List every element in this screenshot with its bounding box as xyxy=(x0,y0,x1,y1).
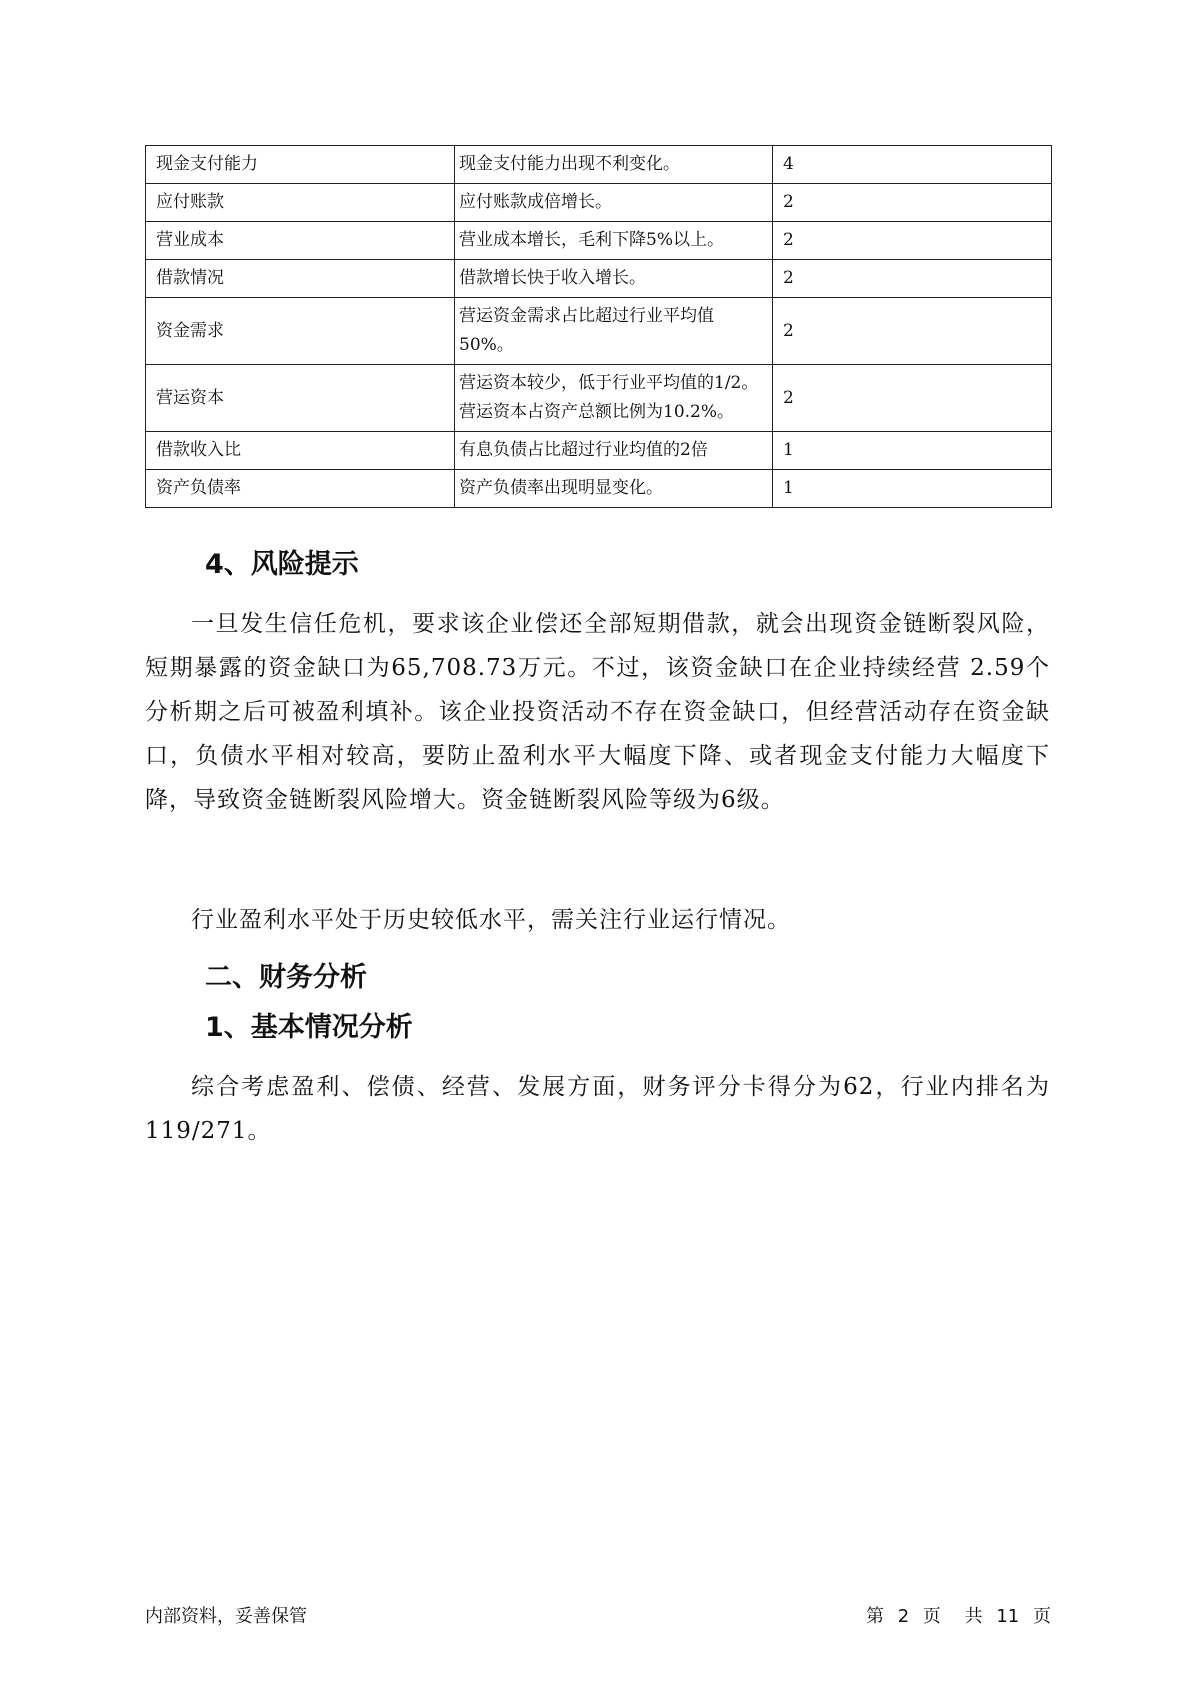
indicator-cell: 现金支付能力 xyxy=(146,146,455,184)
page-suffix: 页 xyxy=(922,1606,941,1627)
score-cell: 4 xyxy=(773,146,1052,184)
score-cell: 2 xyxy=(773,222,1052,260)
description-cell: 现金支付能力出现不利变化。 xyxy=(455,146,773,184)
total-prefix: 共 xyxy=(964,1606,983,1627)
industry-note-paragraph: 行业盈利水平处于历史较低水平，需关注行业运行情况。 xyxy=(191,907,791,933)
table-row xyxy=(146,222,1052,260)
financial-analysis-heading: 二、财务分析 xyxy=(205,962,367,993)
score-cell: 2 xyxy=(773,260,1052,298)
score-cell: 2 xyxy=(773,365,1052,432)
table-row xyxy=(146,184,1052,222)
indicator-cell: 借款情况 xyxy=(146,260,455,298)
page-number xyxy=(858,1602,1051,1628)
score-cell: 2 xyxy=(773,184,1052,222)
description-cell: 营运资金需求占比超过行业平均值50%。 xyxy=(455,298,773,365)
description-cell: 资产负债率出现明显变化。 xyxy=(455,470,773,508)
score-cell: 1 xyxy=(773,470,1052,508)
description-cell: 借款增长快于收入增长。 xyxy=(455,260,773,298)
indicator-cell: 资金需求 xyxy=(146,298,455,365)
risk-alert-heading: 4、风险提示 xyxy=(205,549,359,580)
description-cell: 应付账款成倍增长。 xyxy=(455,184,773,222)
score-cell: 2 xyxy=(773,298,1052,365)
risk-indicator-table xyxy=(145,145,1052,508)
indicator-cell: 营业成本 xyxy=(146,222,455,260)
table-row xyxy=(146,146,1052,184)
table-row xyxy=(146,432,1052,470)
description-cell: 营运资本较少，低于行业平均值的1/2。营运资本占资产总额比例为10.2%。 xyxy=(455,365,773,432)
description-cell: 营业成本增长，毛利下降5%以上。 xyxy=(455,222,773,260)
indicator-cell: 资产负债率 xyxy=(146,470,455,508)
table-row xyxy=(146,260,1052,298)
page-prefix: 第 xyxy=(865,1606,884,1627)
basic-analysis-paragraph: 综合考虑盈利、偿债、经营、发展方面，财务评分卡得分为62，行业内排名为119/271。 xyxy=(145,1074,1050,1144)
indicator-cell: 借款收入比 xyxy=(146,432,455,470)
table-row xyxy=(146,470,1052,508)
total-suffix: 页 xyxy=(1033,1606,1051,1627)
description-cell: 有息负债占比超过行业均值的2倍 xyxy=(455,432,773,470)
basic-analysis-heading: 1、基本情况分析 xyxy=(205,1012,413,1043)
indicator-cell: 营运资本 xyxy=(146,365,455,432)
page-current: 2 xyxy=(897,1606,910,1627)
table-row xyxy=(146,365,1052,432)
confidential-note: 内部资料，妥善保管 xyxy=(145,1606,307,1627)
page-total: 11 xyxy=(996,1606,1020,1627)
risk-alert-paragraph: 一旦发生信任危机，要求该企业偿还全部短期借款，就会出现资金链断裂风险，短期暴露的资金缺口为65,708.73万元。不过，该资金缺口在企业持续经营 2.59个分析期之后可被盈利填补。该企业投资活动不存在资金缺口，但经营活动存在资金缺口，负债水平相对较高，要防止盈利水平大幅度下降、或者现金支付能力大幅度下降，导致资金链断裂风险增大。资金链断裂风险等级为6级。 xyxy=(145,611,1050,813)
table-row xyxy=(146,298,1052,365)
indicator-cell: 应付账款 xyxy=(146,184,455,222)
score-cell: 1 xyxy=(773,432,1052,470)
